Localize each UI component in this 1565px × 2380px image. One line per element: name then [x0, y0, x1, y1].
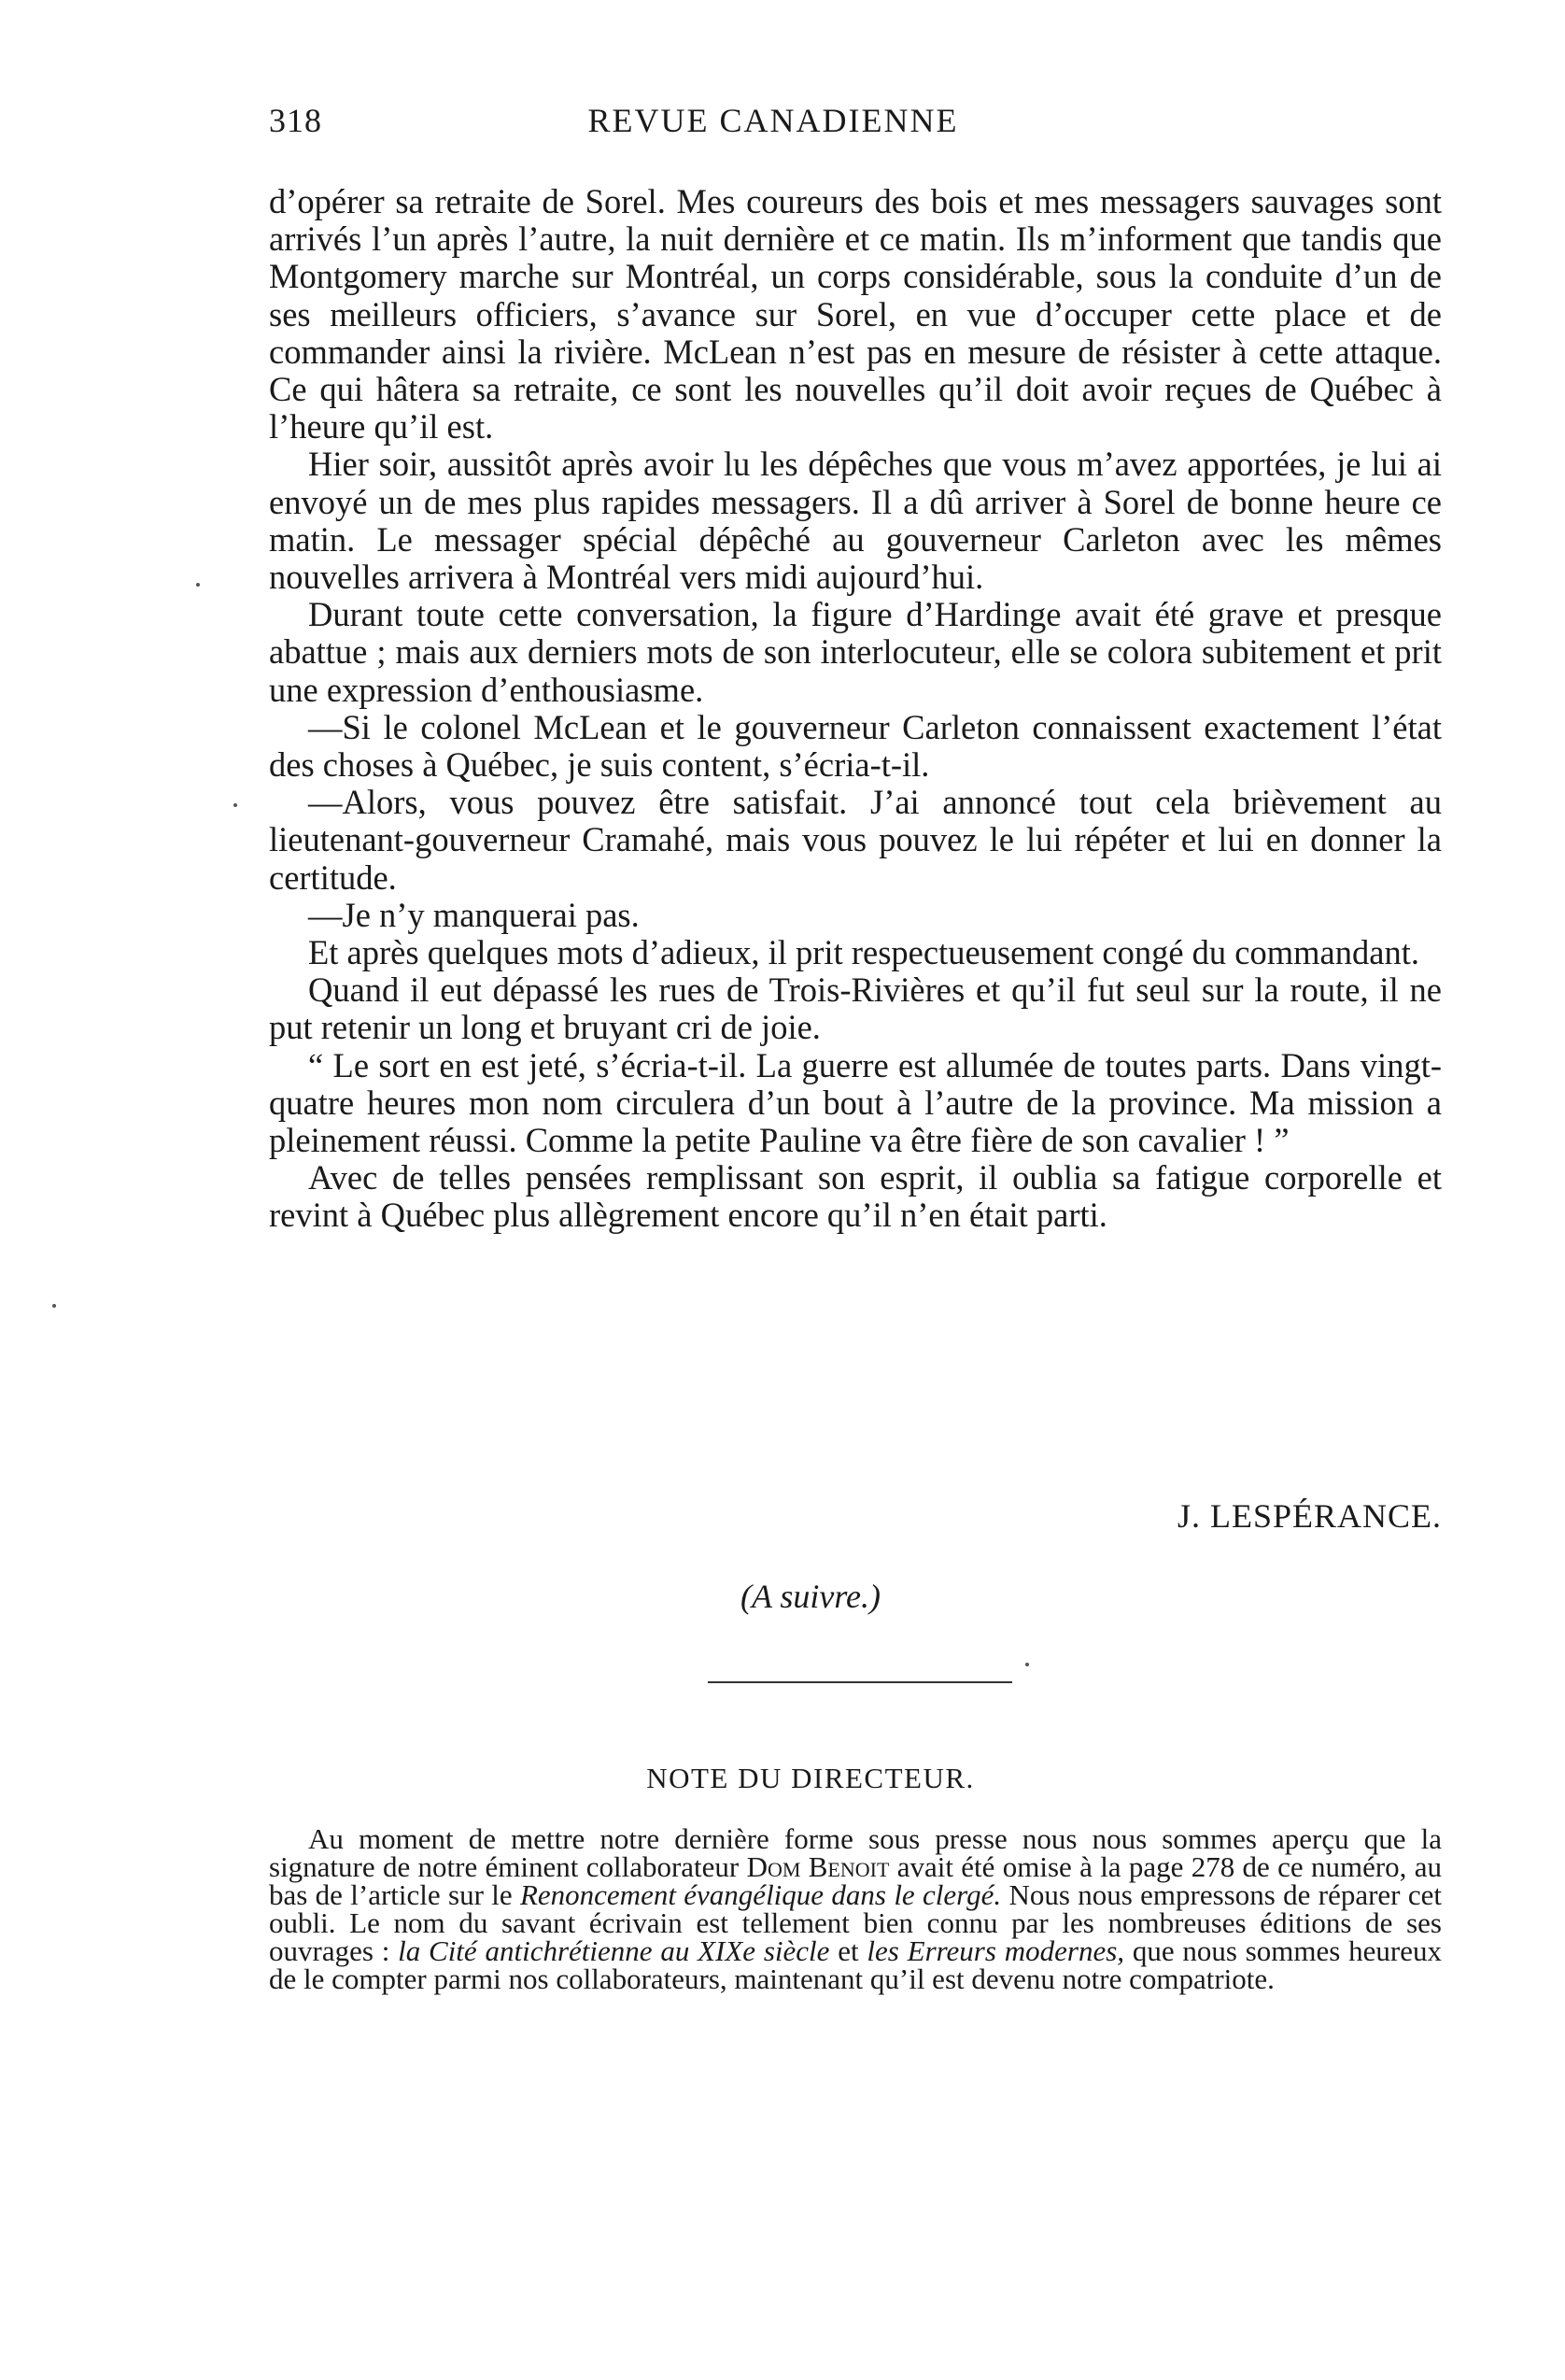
work-title: la Cité antichrétienne au XIXe siècle: [398, 1934, 830, 1967]
margin-speck: [233, 803, 237, 807]
margin-speck: [52, 1304, 56, 1308]
paragraph: Hier soir, aussitôt après avoir lu les dépêches que vous m’avez apportées, je lui ai envoyé un de mes plus rapides messagers. Il a dû arriver à Sorel de bonne heure ce matin. Le messager spécial dépêché au gouverneur Carleton avec les mêmes nouvelles arrivera à Montréal vers midi aujourd’hui.: [269, 445, 1442, 597]
page-number: 318: [269, 102, 322, 139]
author-signature: J. LESPÉRANCE.: [1177, 1497, 1442, 1535]
paragraph: Durant toute cette conversation, la figure d’Hardinge avait été grave et presque abattue ; mais aux derniers mots de son interlocuteur, elle se colora subitement et prit une expression d’enthousiasme.: [269, 595, 1442, 709]
note-text: [269, 1822, 1443, 1995]
author-name: Dom Benoit: [746, 1850, 890, 1883]
note-title: NOTE DU DIRECTEUR.: [646, 1762, 975, 1794]
work-title: les Erreurs modernes,: [867, 1934, 1125, 1967]
body-text: [269, 183, 1442, 1235]
paragraph: Et après quelques mots d’adieux, il prit respectueusement congé du commandant.: [308, 933, 1419, 972]
note-text-segment: avait été omise à la page 278 de ce numéro, au bas de l’article sur le: [269, 1850, 1443, 1911]
note-text-segment: que nous sommes heureux de le compter parmi nos collaborateurs, maintenant qu’il est devenu notre compatriote.: [269, 1934, 1442, 1995]
note-text-segment: Nous nous empressons de réparer cet oubli. Le nom du savant écrivain est tellement bien connu par les nombreuses éditions de ses ouvrages :: [269, 1878, 1442, 1967]
paragraph: —Si le colonel McLean et le gouverneur Carleton connaissent exactement l’état des choses à Québec, je suis content, s’écria-t-il.: [269, 707, 1442, 785]
page-header: [269, 101, 1277, 157]
paragraph: —Alors, vous pouvez être satisfait. J’ai annoncé tout cela brièvement au lieutenant-gouverneur Cramahé, mais vous pouvez le lui répéter et lui en donner la certitude.: [269, 783, 1442, 897]
paragraph: Avec de telles pensées remplissant son esprit, il oublia sa fatigue corporelle et revint à Québec plus allègrement encore qu’il n’en était parti.: [269, 1158, 1442, 1235]
margin-speck: [1025, 1663, 1029, 1666]
note-text-segment: et: [829, 1934, 867, 1967]
article-title: Renoncement évangélique dans le clergé.: [519, 1878, 1002, 1911]
note-paragraph: [269, 1822, 1443, 1995]
paragraph: d’opérer sa retraite de Sorel. Mes coureurs des bois et mes messagers sauvages sont arrivés l’un après l’autre, la nuit dernière et ce matin. Ils m’informent que tandis que Montgomery marche sur Montréal, un corps considérable, sous la conduite d’un de ses meilleurs officiers, s’avance sur Sorel, en vue d’occuper cette place et de commander ainsi la rivière. McLean n’est pas en mesure de résister à cette attaque. Ce qui hâtera sa retraite, ce sont les nouvelles qu’il doit avoir reçues de Québec à l’heure qu’il est.: [269, 182, 1442, 446]
margin-speck: [196, 583, 200, 587]
paragraph: “ Le sort en est jeté, s’écria-t-il. La guerre est allumée de toutes parts. Dans vingt-quatre heures mon nom circulera d’un bout à l’autre de la province. Ma mission a pleinement réussi. Comme la petite Pauline va être fière de son cavalier ! ”: [269, 1045, 1442, 1160]
paragraph: Quand il eut dépassé les rues de Trois-Rivières et qu’il fut seul sur la route, il ne put retenir un long et bruyant cri de joie.: [269, 970, 1442, 1047]
paragraph: —Je n’y manquerai pas.: [308, 895, 640, 934]
note-text-segment: Au moment de mettre notre dernière forme sous presse nous nous sommes aperçu que la signature de notre éminent collaborateur: [269, 1822, 1442, 1883]
running-title: REVUE CANADIENNE: [587, 102, 959, 139]
section-divider: [708, 1681, 1012, 1683]
to-be-continued: (A suivre.): [740, 1578, 881, 1615]
